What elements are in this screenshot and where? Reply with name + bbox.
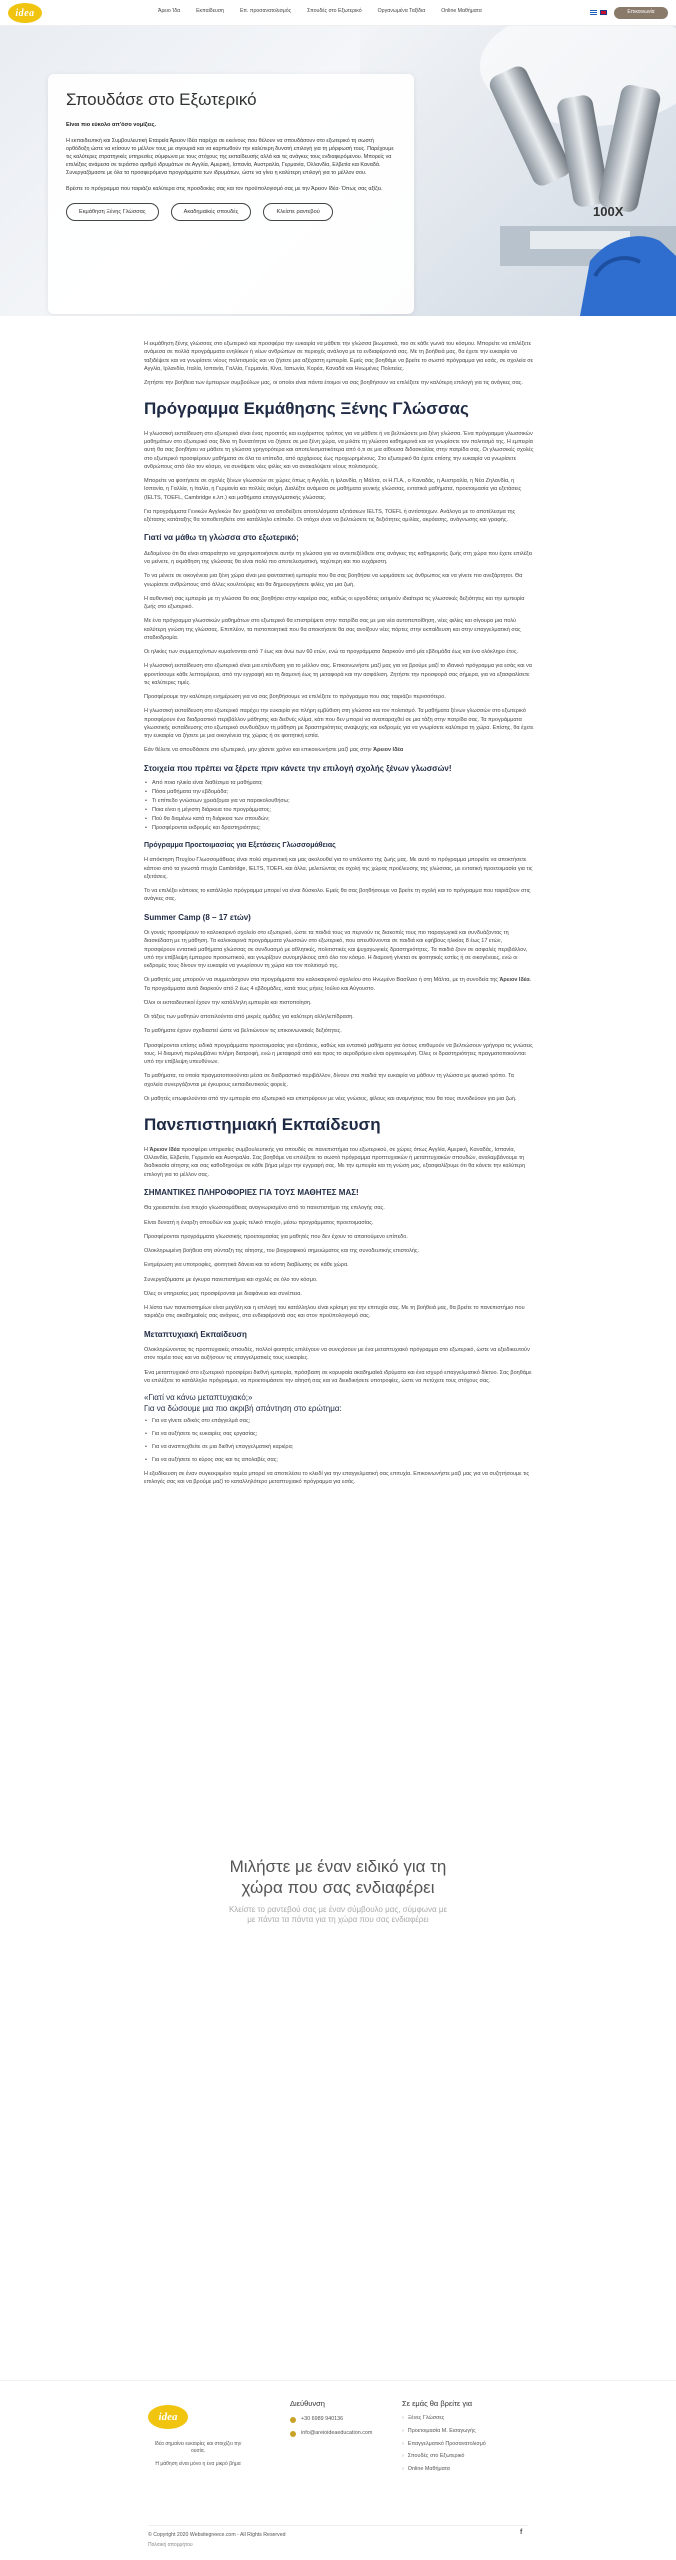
nav-link-study-abroad[interactable]: Σπουδές στο Εξωτερικό xyxy=(307,8,362,14)
privacy-policy-link[interactable]: Πολιτική απορρήτου xyxy=(148,2541,193,2548)
why-abroad-heading: Γιατί να μάθω τη γλώσσα στο εξωτερικό; xyxy=(144,533,299,543)
language-paragraph: Για προγράμματα Γενικών Αγγλικών δεν χρειάζεται να αποδείξετε αποτελέσματα εξετάσεων IELTS, TOEFL ή αντίστοιχων. Ανάλογα με το αποτέλεσμα της εξέτασης κατάταξης θα τοποθετηθείτε στο κατάλληλο επίπεδο. Οι στόχοι είναι να βελτιώσετε τις δεξιότητες ομιλίας, ακρόασης, ανάγνωσης και γραφής. xyxy=(144,508,516,524)
copyright: © Copyright 2020 Websitegreece.com - All Rights Reserved xyxy=(148,2532,286,2538)
phone-row[interactable] xyxy=(290,2416,372,2424)
masters-reason: • Για να αυξήσετε το κύρος σας και τις απολαβές σας; xyxy=(144,1457,534,1465)
nav-link-education[interactable]: Εκπαίδευση xyxy=(196,8,224,14)
footer-link-online[interactable]: › Online Μαθήματα xyxy=(402,2466,486,2474)
hero-description: Η εκπαιδευτική και Συμβουλευτική Εταιρεία Άρειον Ιδέα παρέχει σε εκείνους που θέλουν να σπουδάσουν στο εξωτερικό τη σωστή ορθόδοξη ώστε να κτίσουν το μέλλον τους με σιγουριά και να καρπωθούν την καλύτερη δυνατή επιλογή για τη μόρφωσή τους. Παρέχουμε τις καλύτερες στρατηγικές υπηρεσίες σύμφωνα με τους στόχους της εκπαίδευσής αλλά και τις ανάγκες τους ενδιαφερόμενου. Μπορείς να επιλέξεις ανάμεσα σε τεράστιο αριθμό ιδρυμάτων σε Αγγλία, Αμερική, Ισπανία, Αυστραλία, Γερμανία, Ολλανδία, Ελβετία και Καναδά. Συνεργαζόμαστε με όλα τα προσφερόμενα προγράμματα των ιδρυμάτων, ώστε να γίνει η καλύτερη επιλογή για το μέλλον σου. xyxy=(66,137,394,177)
why-paragraph: Η αυθεντική σας εμπειρία με τη γλώσσα θα σας βοηθήσει στην καριέρα σας, καθώς οι εργοδότες εκτιμούν ιδιαίτερα τις γλωσσικές δεξιότητες και την εμπειρία ζωής στο εξωτερικό. xyxy=(144,595,525,611)
why-paragraph: Η γλωσσική εκπαίδευση στο εξωτερικό είναι μια επένδυση για το μέλλον σας. Επικοινωνήστε μαζί μας για να βρούμε μαζί το ιδανικό πρόγραμμα για εσάς και να φροντίσουμε κάθε λεπτομέρεια, από την εγγραφή και τη διαμονή έως τη μεταφορά και την ασφάλιση. Ζητήστε την προσφορά σας σήμερα, για να εξασφαλίσετε τις καλύτερες τιμές. xyxy=(144,663,532,686)
expert-cta-subtitle xyxy=(0,1905,676,1926)
university-paragraph xyxy=(144,1146,534,1179)
facebook-icon[interactable]: f xyxy=(520,2529,523,2536)
checklist-item: • Πού θα διαμένω κατά τη διάρκεια των σπουδών; xyxy=(144,816,534,824)
postgraduate-paragraph: Ολοκληρώνοντας τις προπτυχιακές σπουδές, πολλοί φοιτητές επιλέγουν να συνεχίσουν με ένα μεταπτυχιακό πρόγραμμα στο εξωτερικό, ώστε να εξειδικευτούν στον τομέα τους και να αυξήσουν τις επαγγελματικές τους ευκαιρίες. xyxy=(144,1347,530,1362)
university-heading: Πανεπιστημιακή Εκπαίδευση xyxy=(144,1115,381,1135)
footer-about-2: Η μάθηση είναι μόνο η ένα μικρό βήμα xyxy=(155,2461,241,2467)
why-paragraph: Δεδομένου ότι θα είναι απαραίτητο να χρησιμοποιήσετε αυτήν τη γλώσσα για να αντεπεξέλθετε στις ανάγκες της καθημερινής ζωής στη χώρα που έχετε επιλέξει να μείνετε, η εκμάθηση της γλώσσας θα είναι πολύ πιο αποτελεσματική, ταχύτερη και πιο ευχάριστη. xyxy=(144,550,533,566)
summer-paragraph: Οι μαθητές επωφελούνται από την εμπειρία στο εξωτερικό και επιστρέφουν με νέες γνώσεις, φίλους και αναμνήσεις που θα τους συνοδεύουν για μια ζωή. xyxy=(144,1095,517,1102)
info-line: Ενημέρωση για υποτροφίες, φοιτητικά δάνεια και τα κόστη διαβίωσης σε κάθε χώρα. xyxy=(144,1262,349,1269)
why-paragraph: Προσφέρουμε την καλύτερη ενημέρωση για να σας βοηθήσουμε να επιλέξετε το πρόγραμμα που σας ταιριάζει περισσότερο. xyxy=(144,694,446,701)
postgraduate-closing: Η εξειδίκευση σε έναν συγκεκριμένο τομέα μπορεί να αποτελέσει το κλειδί για την επαγγελματική σας επιτυχία. Επικοινωνήστε μαζί μας για να συζητήσουμε τις επιλογές σας και να βρούμε μαζί το καταλληλότερο μεταπτυχιακό πρόγραμμα για εσάς. xyxy=(144,1470,530,1486)
language-program-heading: Πρόγραμμα Εκμάθησης Ξένης Γλώσσας xyxy=(144,399,469,419)
intro-paragraph: Η εκμάθηση ξένης γλώσσας στο εξωτερικό και προσφέρει την ευκαιρία να μάθετε την γλώσσα βιωματικά, πιο σε κάθε γωνιά του κόσμου. Μπορείτε να επιλέξετε ανάμεσα σε πολλά προγράμματα ενηλίκων ή νέων ανθρώπων σε περιοχές ανάλογα με τα ενδιαφέροντά σας. Με τη βοήθειά μας, θα έχετε την ευκαιρία να ταξιδέψετε και να γνωρίσετε νέους πολιτισμούς και να ζήσετε μια αξέχαστη εμπειρία. Εμείς σας βοηθάμε να βρείτε το σωστό πρόγραμμα για εσάς, σε σχολεία σε Αγγλία, Ιρλανδία, Ιταλία, Ισπανία, Γαλλία, Γερμανία, Κίνα, Ιαπωνία, Κορέα, Καναδά και Ηνωμένες Πολιτείες. xyxy=(144,341,534,372)
intro-paragraph-2: Ζητήστε την βοήθεια των έμπειρων συμβούλων μας, οι οποίοι είναι πάντα έτοιμοι να σας βοηθήσουν να επιλέξετε την καλύτερη επιλογή για τις ανάγκες σας. xyxy=(144,380,523,386)
address-heading: Διεύθυνση xyxy=(290,2399,325,2408)
info-line: Συνεργαζόμαστε με έγκυρα πανεπιστήμια και σχολές σε όλο τον κόσμο. xyxy=(144,1276,318,1283)
english-flag-icon[interactable] xyxy=(600,10,607,15)
top-nav xyxy=(0,0,676,26)
why-paragraph-cta xyxy=(144,746,534,754)
postgraduate-paragraph: Ένα μεταπτυχιακό στο εξωτερικό προσφέρει διεθνή εμπειρία, πρόσβαση σε κορυφαία ακαδημαϊκά ιδρύματα και ένα ισχυρό επαγγελματικό δίκτυο. Σας βοηθάμε να επιλέξετε το κατάλληλο πρόγραμμα, να προετοιμάσετε την αίτησή σας και να διεκδικήσετε υποτροφίες, ώστε να πετύχετε τους στόχους σας. xyxy=(144,1369,532,1384)
expert-cta-subtitle-line2: με πάντα τα πάντα για τη χώρα που σας ενδιαφέρει xyxy=(247,1914,429,1924)
info-line: Ολοκληρωμένη βοήθεια στη σύνταξη της αίτησης, του βιογραφικού σημειώματος και της συνοδευτικής επιστολής. xyxy=(144,1248,420,1255)
language-paragraph: Η γλωσσική εκπαίδευση στο εξωτερικό είναι ένας προσιτός και ευχάριστος τρόπος για να μάθετε ή να βελτιώσετε μια ξένη γλώσσα. Ένα πρόγραμμα γλωσσικών μαθημάτων στο εξωτερικό σας δίνει τη δυνατότητα να ζήσετε σε μια ξένη χώρα, να μιλάτε τη γλώσσα καθημερινά και να γνωρίσετε τον πολιτισμό της. Η εμπειρία αυτή θα σας βοηθήσει να μάθετε τη γλώσσα γρηγορότερα και αποτελεσματικότερα από ό,τι σε μια αίθουσα διδασκαλίας στην πατρίδα σας. Οι γλωσσικές σχολές στο εξωτερικό προσφέρουν μαθήματα σε όλα τα επίπεδα, από αρχάριους έως προχωρημένους. Στο εξωτερικό θα έχετε επίσης την ευκαιρία να γνωρίσετε ανθρώπους από όλο τον κόσμο, να συνάψετε νέες φιλίες και να ανακαλύψετε νέους πολιτισμούς. xyxy=(144,430,534,470)
hero-section xyxy=(0,26,676,316)
exam-paragraph: Το να επιλέξει κάποιος το κατάλληλο πρόγραμμα μπορεί να είναι δύσκολο. Εμείς θα σας βοηθήσουμε να βρείτε τη σχολή και το πρόγραμμα που ταιριάζουν στις ανάγκες σας. xyxy=(144,888,531,903)
hero-buttons xyxy=(66,203,366,221)
phone-icon xyxy=(290,2417,296,2423)
brand-mention: Άρειον Ιδέα xyxy=(499,977,530,984)
why-masters-title: «Γιατί να κάνω μεταπτυχιακό;» xyxy=(144,1393,253,1403)
masters-reason: • Για να αναπτυχθείτε σε μια διεθνή επαγγελματική καριέρα; xyxy=(144,1444,534,1452)
nav-link-trips[interactable]: Οργανωμένα Ταξίδια xyxy=(377,8,426,14)
nav-link-online-lessons[interactable]: Online Μαθήματα xyxy=(441,8,482,14)
greek-flag-icon[interactable] xyxy=(590,10,597,15)
info-line: Θα χρειαστείτε ένα πτυχίο γλωσσομάθειας αναγνωρισμένο από το πανεπιστήμιο της επιλογής σας. xyxy=(144,1205,385,1212)
summer-note: Όλοι οι εκπαιδευτικοί έχουν την κατάλληλη εμπειρία και πιστοποίηση. xyxy=(144,999,312,1006)
info-line: Όλες οι υπηρεσίες μας προσφέρονται με διαφάνεια και συνέπεια. xyxy=(144,1290,302,1297)
footer-link-exam-prep[interactable]: › Προετοιμασία Μ. Εισαγωγής xyxy=(402,2428,486,2436)
language-paragraph: Μπορείτε να φοιτήσετε σε σχολές ξένων γλωσσών σε χώρες όπως η Αγγλία, η Ιρλανδία, η Μάλτα, οι Η.Π.Α., ο Καναδάς, η Αυστραλία, η Νέα Ζηλανδία, η Ισπανία, η Γαλλία, η Ιταλία, η Γερμανία και πολλές ακόμη. Διαλέξτε ανάμεσα σε μαθήματα γενικής γλώσσας, εντατικά μαθήματα, προετοιμασία για εξετάσεις (IELTS, TOEFL, Cambridge κ.λπ.) και μαθήματα επαγγελματικής γλώσσας. xyxy=(144,478,522,501)
summer-paragraph: Οι γονείς προσφέρουν το καλοκαιρινό σχολείο στο εξωτερικό, ώστε τα παιδιά τους να περνούν τις διακοπές τους πιο παραγωγικά και συνδυάζοντας τη διασκέδαση με τη μάθηση. Τα καλοκαιρινά προγράμματα γλωσσών στο εξωτερικό, που απευθύνονται σε παιδιά και εφήβους ηλικίας 8 έως 17 ετών, προσφέρουν εντατικά μαθήματα γλώσσας σε συνδυασμό με αθλητικές, πολιτιστικές και ψυχαγωγικές δραστηριότητες. Τα παιδιά ζουν σε ασφαλές περιβάλλον, υπό την επίβλεψη έμπειρου προσωπικού, και γνωρίζουν συνομηλίκους από όλο τον κόσμο. Η διαμονή γίνεται σε φοιτητικές εστίες ή σε οικογένειες, ενώ οι εκδρομές τους δίνουν την ευκαιρία να γνωρίσουν τη χώρα και τον πολιτισμό της. xyxy=(144,930,528,970)
university-text-start: Η xyxy=(144,1146,148,1153)
hero-card xyxy=(48,74,414,314)
why-cta-text: Εάν θέλετε να σπουδάσετε στο εξωτερικό, μην χάσετε χρόνο και επικοινωνήστε μαζί μας στην xyxy=(144,747,372,754)
footer-links xyxy=(402,2399,486,2474)
footer-link-study-abroad[interactable]: › Σπουδές στο Εξωτερικό xyxy=(402,2453,486,2461)
nav-links xyxy=(150,8,490,16)
language-switcher xyxy=(590,10,607,15)
nav-link-areio-ida[interactable]: Άρειο Ίδα xyxy=(158,8,181,14)
summer-paragraph-2 xyxy=(144,976,534,993)
footer-bottom xyxy=(148,2525,528,2549)
summer-text-end: . Τα προγράμματα αυτά διαρκούν από 2 έως 4 εβδομάδες, κατά τους μήνες Ιούλιο και Αύγουστο. xyxy=(144,977,532,992)
info-paragraph: Η λίστα των πανεπιστημίων είναι μεγάλη και η επιλογή του κατάλληλου είναι κρίσιμη για την επιτυχία σας. Με τη βοήθειά μας, θα βρείτε το πανεπιστήμιο που ταιριάζει στις ακαδημαϊκές σας ανάγκες, στα ενδιαφέροντά σας και στον προϋπολογισμό σας. xyxy=(144,1305,525,1320)
checklist-item: • Ποια είναι η μέγιστη διάρκεια του προγράμματος; xyxy=(144,807,534,815)
footer-link-career[interactable]: › Επαγγελματικό Προσανατολισμό xyxy=(402,2441,486,2449)
expert-cta-title-line1: Μιλήστε με έναν ειδικό για τη xyxy=(229,1857,447,1876)
why-paragraph: Οι ηλικίες των συμμετεχόντων κυμαίνονται από 7 έως και άνω των 60 ετών, ενώ τα προγράμματα διαρκούν από μία εβδομάδα έως και ένα ολόκληρο έτος. xyxy=(144,649,519,656)
why-paragraph: Το να μένετε σε οικογένεια μια ξένη χώρα είναι μια φανταστική εμπειρία που θα σας βοηθήσει να ωριμάσετε ως άνθρωπος και να γίνετε πιο ανεξάρτητοι. Θα γνωρίσετε ανθρώπους από άλλες κουλτούρες και θα δημιουργήσετε φιλίες για μια ζωή. xyxy=(144,573,523,588)
main-content xyxy=(144,340,534,1492)
summer-paragraph: Τα μαθήματα, τα οποία πραγματοποιούνται μέσα σε διαδραστικό περιβάλλον, δίνουν στα παιδιά την ευκαιρία να μάθουν τη γλώσσα με φυσικό τρόπο. Τα σχολεία συνεργάζονται με έγκυρους εκπαιδευτικούς φορείς. xyxy=(144,1073,514,1088)
hero-description-2: Βρέστε το πρόγραμμα που ταιριάζει καλύτερα στις προσδοκίες σας και τον προϋπολογισμό σας με την Άρειον Ιδέα· Όπως σας αξίζει. xyxy=(66,186,383,193)
footer-links-heading: Σε εμάς θα βρείτε για xyxy=(402,2399,473,2408)
expert-cta-section xyxy=(0,1856,676,1925)
postgraduate-heading: Μεταπτυχιακή Εκπαίδευση xyxy=(144,1329,247,1339)
email-row[interactable] xyxy=(290,2430,372,2438)
checklist-item: • Πόσα μαθήματα την εβδομάδα; xyxy=(144,789,534,797)
phone-number: +30 6989 940136 xyxy=(301,2415,344,2422)
expert-cta-title-line2: χώρα που σας ενδιαφέρει xyxy=(241,1878,435,1898)
masters-reason: • Για να αυξήσετε τις ευκαιρίες σας εργασίας; xyxy=(144,1431,534,1439)
info-line: Προσφέρονται προγράμματα γλωσσικής προετοιμασίας για μαθητές που δεν έχουν το απαιτούμενο επίπεδο. xyxy=(144,1233,408,1240)
why-masters-subtitle: Για να δώσουμε μια πιο ακριβή απάντηση στο ερώτημα: xyxy=(144,1403,342,1413)
checklist-item: • Τι επίπεδο γνώσεων χρειάζομαι για να παρακολουθήσω; xyxy=(144,798,534,806)
summer-note: Οι τάξεις των μαθητών αποτελούνται από μικρές ομάδες για καλύτερη αλληλεπίδραση. xyxy=(144,1014,354,1021)
footer-link-languages[interactable]: › Ξένες Γλώσσες xyxy=(402,2415,486,2423)
svg-text:100X: 100X xyxy=(593,204,624,219)
footer-about: Ιδέα σημαίνει ευκαιρίες και στοιχίζει την ουσία. xyxy=(154,2441,242,2455)
expert-cta-title xyxy=(0,1856,676,1899)
masters-reason: • Για να γίνετε ειδικός στο επάγγελμά σας; xyxy=(144,1418,534,1426)
checklist-item: • Προσφέρονται εκδρομές και δραστηριότητες; xyxy=(144,825,534,833)
brand-mention: Άρειον Ιδέα xyxy=(149,1146,180,1153)
email-address: info@areioideaeducation.com xyxy=(301,2429,373,2436)
contact-button[interactable]: Επικοινωνία xyxy=(614,7,668,19)
brand-mention: Άρειον Ιδέα xyxy=(373,747,404,754)
summer-note: Τα μαθήματα έχουν σχεδιαστεί ώστε να βελτιώνουν τις επικοινωνιακές δεξιότητες. xyxy=(144,1028,342,1035)
summer-text: Οι μαθητές μας μπορούν να συμμετάσχουν στα προγράμματα του καλοκαιρινού σχολείου στο Ηνωμένο Βασίλειο ή στη Μάλτα, με τη συνοδεία της xyxy=(144,977,498,984)
exam-paragraph: Η απόκτηση Πτυχίου Γλωσσομάθειας είναι πολύ σημαντική και μας ακολουθεί για το υπόλοιπο της ζωής μας. Με αυτό το πρόγραμμα μπορείτε να αποκτήσετε κάποιο από τα γνωστά πτυχία Cambridge, IELTS, TOEFL και άλλα, μελετώντας σε σχολή της χώρας προέλευσης της γλώσσας, με εντατική προετοιμασία για τις εξετάσεις. xyxy=(144,857,533,880)
summer-camp-heading: Summer Camp (8 – 17 ετών) xyxy=(144,912,251,922)
checklist-heading: Στοιχεία που πρέπει να ξέρετε πριν κάνετε την επιλογή σχολής ξένων γλωσσών! xyxy=(144,763,452,773)
info-line: Είναι δυνατή η έναρξη σπουδών και χωρίς τελικό πτυχίο, μέσω προγράμματος προετοιμασίας. xyxy=(144,1219,374,1226)
important-info-heading: ΣΗΜΑΝΤΙΚΕΣ ΠΛΗΡΟΦΟΡΙΕΣ ΓΙΑ ΤΟΥΣ ΜΑΘΗΤΕΣ ΜΑΣ! xyxy=(144,1187,359,1197)
email-icon xyxy=(290,2431,296,2437)
academic-studies-button[interactable]: Ακαδημαϊκές σπουδές xyxy=(171,203,252,221)
nav-link-career-guidance[interactable]: Επ. προσανατολισμός xyxy=(239,8,292,14)
footer-logo[interactable]: idea xyxy=(148,2405,188,2429)
hero-title: Σπουδάσε στο Εξωτερικό xyxy=(66,90,257,109)
expert-cta-subtitle-line1: Κλείστε το ραντεβού σας με έναν σύμβουλο μας, σύμφωνα με xyxy=(228,1904,448,1914)
summer-paragraph: Προσφέρονται επίσης ειδικά προγράμματα προετοιμασίας για εξετάσεις, καθώς και εντατικά μαθήματα για όσους επιθυμούν να βελτιώσουν γρήγορα τις γνώσεις τους. Η διαμονή περιλαμβάνει πλήρη διατροφή, ενώ η μεταφορά από και προς το αεροδρόμιο είναι οργανωμένη. Όλες οι δραστηριότητες πραγματοποιούνται υπό την επίβλεψη υπευθύνων. xyxy=(144,1042,533,1066)
checklist-item: • Από ποια ηλικία είναι διαθέσιμα τα μαθήματα; xyxy=(144,780,534,788)
why-paragraph: Με ένα πρόγραμμα γλωσσικών μαθημάτων στο εξωτερικό θα επιστρέψετε στην πατρίδα σας με μια νέα αυτοπεποίθηση, νέες φιλίες και σίγουρα μια πολύ καλύτερη γνώση της γλώσσας. Επιπλέον, τα πιστοποιητικά που θα αποκτήσετε θα σας ανοίξουν νέες πόρτες στην εκπαίδευση και στην επαγγελματική σας σταδιοδρομία. xyxy=(144,618,521,641)
exam-prep-heading: Πρόγραμμα Προετοιμασίας για Εξετάσεις Γλωσσομάθειας xyxy=(144,842,336,850)
language-learning-button[interactable]: Εκμάθηση Ξένης Γλώσσας xyxy=(66,203,159,221)
university-text: προσφέρει υπηρεσίες συμβουλευτικής για σπουδές σε πανεπιστήμια του εξωτερικού, σε χώρες όπως Αγγλία, Αμερική, Καναδάς, Ισπανία, Ολλανδία, Ελβετία, Γερμανία και Αυστραλία. Σας βοηθάμε να επιλέξετε το σωστό πρόγραμμα προπτυχιακών ή μεταπτυχιακών σπουδών, αναλαμβάνουμε τη διαδικασία αίτησης και σας καθοδηγούμε σε κάθε βήμα μέχρι την εγγραφή σας. Με την εμπειρία και τη γνώση μας, εξασφαλίζουμε ότι θα κάνετε την καλύτερη επιλογή για το μέλλον σας. xyxy=(144,1146,526,1178)
hero-subtitle: Είναι πιο εύκολο απ'όσο νομίζεις. xyxy=(66,121,157,128)
book-appointment-button[interactable]: Κλείστε ραντεβού xyxy=(263,203,332,221)
why-masters-question xyxy=(144,1393,534,1414)
brand-logo[interactable]: idea xyxy=(8,3,42,23)
footer xyxy=(0,2380,676,2560)
why-paragraph: Η γλωσσική εκπαίδευση στο εξωτερικό παρέχει την ευκαιρία για πλήρη εμβύθιση στη γλώσσα και τον πολιτισμό. Τα μαθήματα ξένων γλωσσών στο εξωτερικό προσφέρουν ένα διαδραστικό περιβάλλον μάθησης και διεθνές κλίμα, κάτι που δεν μπορεί να αναπαραχθεί σε μια τάξη στην πατρίδα σας. Τα προγράμματα γλωσσικής εκπαίδευσης στο εξωτερικό συνδυάζουν τη μάθηση με δραστηριότητες αναψυχής και εκδρομές για να γνωρίσετε καλύτερα τη χώρα. Επίσης, θα έχετε την ευκαιρία να ζήσετε με μια οικογένεια της χώρας ή σε φοιτητική εστία. xyxy=(144,708,534,740)
footer-address xyxy=(290,2399,372,2438)
